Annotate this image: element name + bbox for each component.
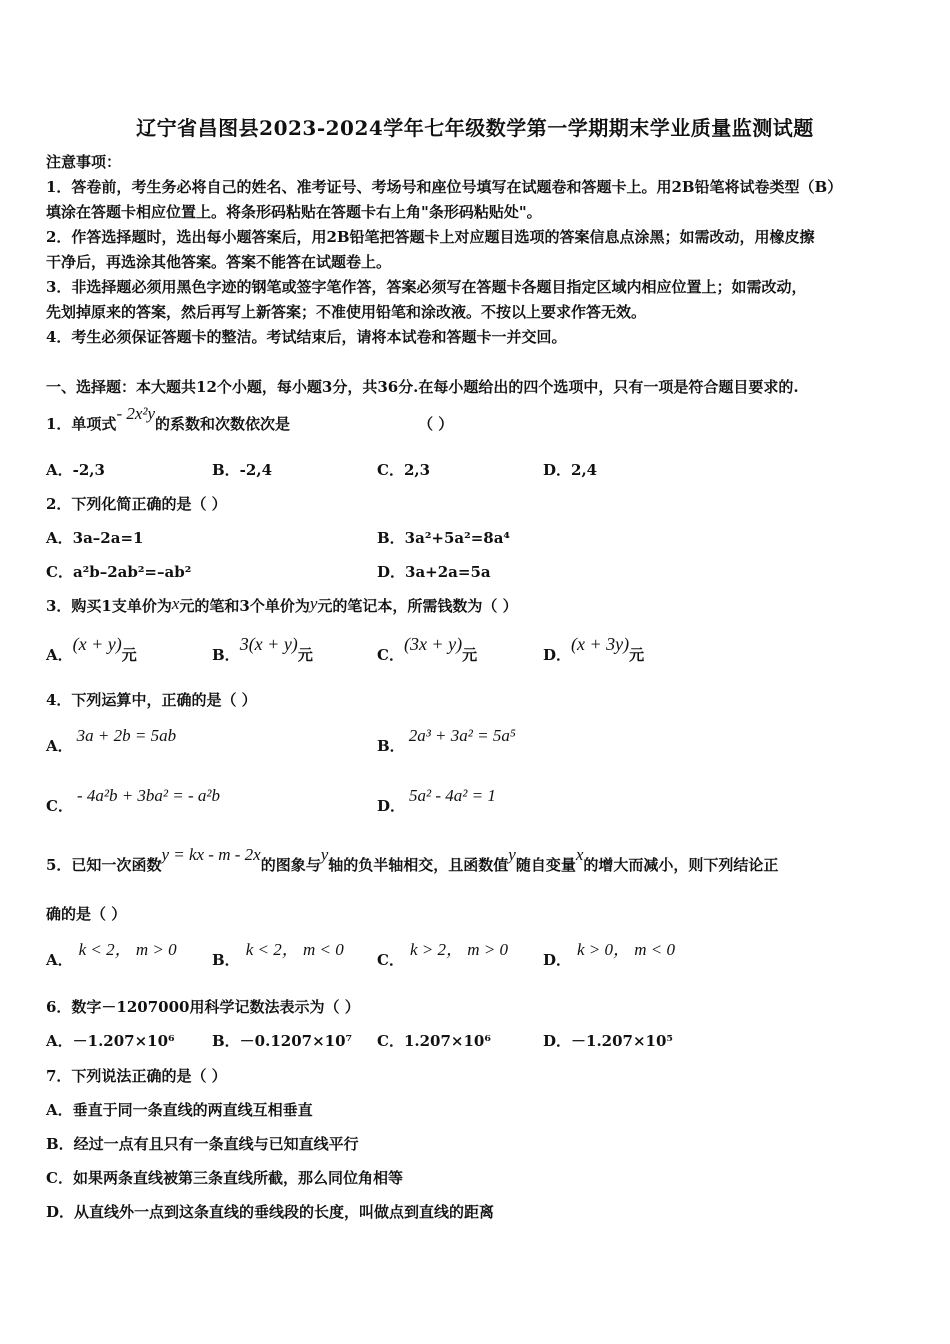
- q5-part4: 随自变量: [515, 856, 576, 874]
- q5-expr-a: k < 2， m > 0: [78, 940, 177, 959]
- notice-line: 4．考生必须保证答题卡的整洁。考试结束后，请将本试卷和答题卡一并交回。: [46, 328, 567, 346]
- q4-label-d: D．: [377, 797, 406, 815]
- q3-expr-b: 3(x + y): [239, 634, 298, 654]
- q4-label-c: C．: [46, 797, 73, 815]
- q3-option-c[interactable]: [377, 634, 478, 664]
- question-4: 4．下列运算中，正确的是（ ）: [46, 691, 257, 709]
- q4-label-a: A．: [46, 737, 73, 755]
- question-3: [46, 596, 518, 616]
- q5-label-d: D．: [543, 951, 572, 969]
- q1-expr: - 2x²y: [116, 404, 156, 423]
- notice-line: 干净后，再选涂其他答案。答案不能答在试题卷上。: [46, 253, 392, 271]
- q7-option-b[interactable]: B．经过一点有且只有一条直线与已知直线平行: [46, 1135, 359, 1153]
- q3-option-a[interactable]: [46, 634, 137, 664]
- q5-option-d[interactable]: [543, 940, 676, 969]
- q5-part1: 5．已知一次函数: [46, 856, 162, 874]
- q4-label-b: B．: [377, 737, 405, 755]
- q4-expr-b: 2a³ + 3a² = 5a⁵: [408, 726, 516, 745]
- question-6: 6．数字－1207000用科学记数法表示为（ ）: [46, 998, 360, 1016]
- q3-unit-a: 元: [121, 646, 137, 664]
- q2-option-a[interactable]: A．3a–2a=1: [46, 529, 144, 547]
- q5-expr-c: k > 2， m > 0: [409, 940, 508, 959]
- q3-unit-c: 元: [462, 646, 478, 664]
- q3-option-b[interactable]: [212, 634, 313, 664]
- question-2: 2．下列化简正确的是（ ）: [46, 495, 227, 513]
- q5-expr: y = kx - m - 2x: [161, 845, 261, 864]
- q5-label-a: A．: [46, 951, 73, 969]
- notice-line: 3．非选择题必须用黑色字迹的钢笔或签字笔作答，答案必须写在答题卡各题目指定区域内相应位置上；如需改动，: [46, 278, 807, 296]
- q5-var-y1: y: [320, 845, 329, 864]
- q3-label-c: C．: [377, 646, 404, 664]
- q3-label-d: D．: [543, 646, 572, 664]
- q5-var-y2: y: [508, 845, 516, 864]
- question-5-cont: 确的是（ ）: [46, 905, 127, 923]
- q3-expr-c: (3x + y): [403, 634, 463, 654]
- q1-paren: （ ）: [418, 415, 454, 433]
- q4-expr-c: - 4a²b + 3ba² = - a²b: [76, 786, 221, 805]
- q1-option-a[interactable]: A．-2,3: [46, 461, 105, 479]
- q3-option-d[interactable]: [543, 634, 645, 664]
- q2-option-c[interactable]: C．a²b–2ab²=–ab²: [46, 563, 192, 581]
- q3-label-b: B．: [212, 646, 240, 664]
- q5-part3: 轴的负半轴相交，且函数值: [328, 856, 509, 874]
- q5-expr-d: k > 0， m < 0: [577, 940, 676, 959]
- q7-option-c[interactable]: C．如果两条直线被第三条直线所截，那么同位角相等: [46, 1169, 403, 1187]
- q3-unit-b: 元: [297, 646, 313, 664]
- q1-prefix: 1．单项式: [46, 415, 117, 433]
- question-7: 7．下列说法正确的是（ ）: [46, 1067, 227, 1085]
- notice-line: 1．答卷前，考生务必将自己的姓名、准考证号、考场号和座位号填写在试题卷和答题卡上。用2B铅笔将试卷类型（B）: [46, 178, 843, 196]
- q6-option-a[interactable]: A．－1.207×10⁶: [46, 1032, 175, 1050]
- q5-label-c: C．: [377, 951, 404, 969]
- q5-var-x: x: [575, 845, 584, 864]
- q3-part2: 元的笔和3个单价为: [179, 597, 310, 615]
- notice-heading: 注意事项：: [46, 153, 122, 171]
- q1-option-d[interactable]: D．2,4: [543, 461, 598, 479]
- notice-line: 填涂在答题卡相应位置上。将条形码粘贴在答题卡右上角"条形码粘贴处"。: [46, 203, 542, 221]
- notice-line: 先划掉原来的答案，然后再写上新答案；不准使用铅笔和涂改液。不按以上要求作答无效。: [46, 303, 647, 321]
- q4-option-a[interactable]: [46, 726, 177, 755]
- q4-option-c[interactable]: [46, 786, 221, 815]
- q7-option-a[interactable]: A．垂直于同一条直线的两直线互相垂直: [46, 1101, 313, 1119]
- section-heading: 一、选择题：本大题共12个小题，每小题3分，共36分.在每小题给出的四个选项中，只有一项是符合题目要求的.: [46, 378, 799, 396]
- q3-part3: 元的笔记本，所需钱数为（ ）: [317, 597, 518, 615]
- q3-part1: 3．购买1支单价为: [46, 597, 172, 615]
- page-title: 辽宁省昌图县2023-2024学年七年级数学第一学期期末学业质量监测试题: [136, 116, 814, 140]
- q1-option-c[interactable]: C．2,3: [377, 461, 431, 479]
- q1-option-b[interactable]: B．-2,4: [212, 461, 273, 479]
- question-5: [46, 845, 779, 875]
- q5-option-a[interactable]: [46, 940, 177, 969]
- q6-option-c[interactable]: C．1.207×10⁶: [377, 1032, 491, 1050]
- q2-option-d[interactable]: D．3a+2a=5a: [377, 563, 491, 581]
- q3-label-a: A．: [46, 646, 73, 664]
- q2-option-b[interactable]: B．3a²+5a²=8a⁴: [377, 529, 510, 547]
- q5-expr-b: k < 2， m < 0: [245, 940, 344, 959]
- q5-label-b: B．: [212, 951, 240, 969]
- q3-expr-a: (x + y): [72, 634, 122, 654]
- q5-option-b[interactable]: [212, 940, 344, 969]
- q5-option-c[interactable]: [377, 940, 508, 969]
- q7-option-d[interactable]: D．从直线外一点到这条直线的垂线段的长度，叫做点到直线的距离: [46, 1203, 495, 1221]
- notice-line: 2．作答选择题时，选出每小题答案后，用2B铅笔把答题卡上对应题目选项的答案信息点涂黑；如需改动，用橡皮擦: [46, 228, 815, 246]
- q3-expr-d: (x + 3y): [571, 634, 630, 654]
- q4-option-d[interactable]: [377, 786, 496, 815]
- q1-suffix: 的系数和次数依次是: [155, 415, 291, 433]
- q6-option-d[interactable]: D．－1.207×10⁵: [543, 1032, 673, 1050]
- q4-expr-d: 5a² - 4a² = 1: [409, 786, 496, 805]
- q3-unit-d: 元: [629, 646, 645, 664]
- q4-expr-a: 3a + 2b = 5ab: [76, 726, 177, 745]
- q3-var-x: x: [171, 594, 180, 613]
- question-1: [46, 404, 454, 434]
- q6-option-b[interactable]: B．－0.1207×10⁷: [212, 1032, 353, 1050]
- q4-option-b[interactable]: [377, 726, 516, 755]
- q3-var-y: y: [309, 594, 318, 613]
- q5-part5: 的增大而减小，则下列结论正: [583, 856, 779, 874]
- q5-part2: 的图象与: [260, 856, 321, 874]
